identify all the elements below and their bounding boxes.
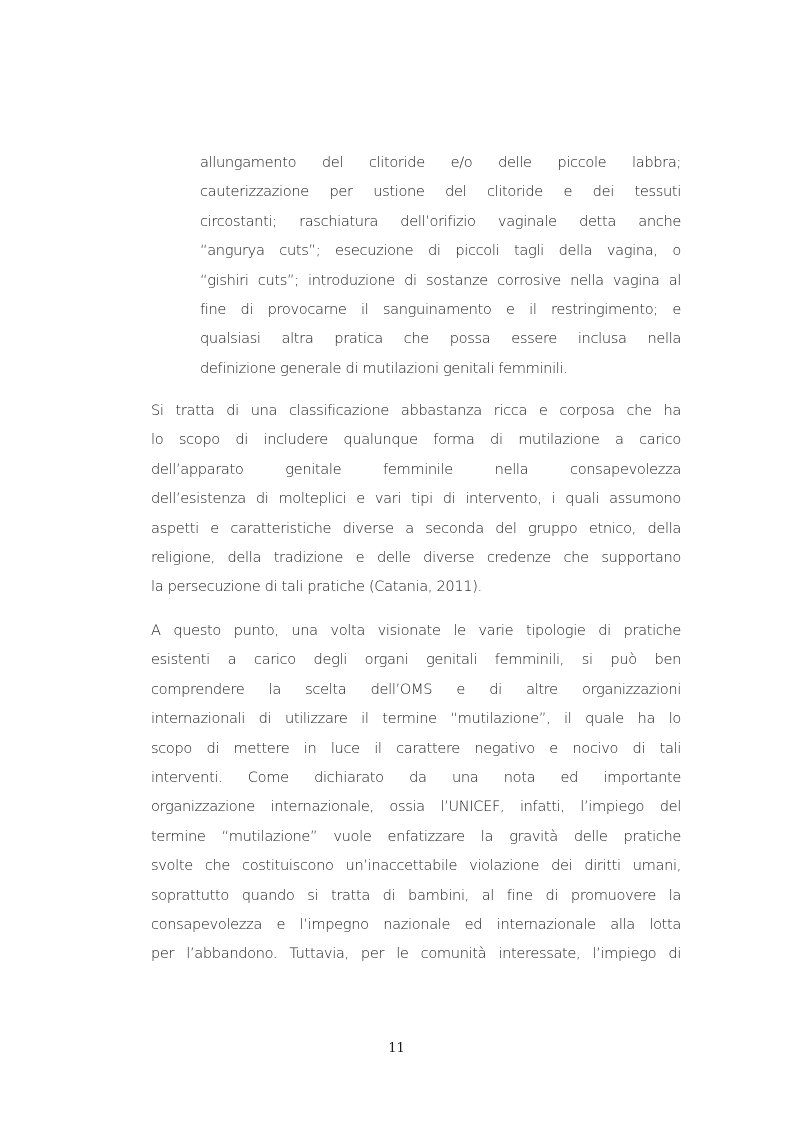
quote-line: circostanti; raschiatura dell’orifizio vaginale detta anche xyxy=(200,212,681,230)
quote-line: qualsiasi altra pratica che possa essere inclusa nella xyxy=(200,330,681,348)
paragraph-line: internazionali di utilizzare il termine “mutilazione”, il quale ha lo xyxy=(151,710,681,728)
paragraph-line: consapevolezza e l’impegno nazionale ed internazionale alla lotta xyxy=(151,915,681,933)
paragraph-line: aspetti e caratteristiche diverse a seconda del gruppo etnico, della xyxy=(151,519,681,537)
paragraph-line: dell’esistenza di molteplici e vari tipi di intervento, i quali assumono xyxy=(151,490,681,508)
paragraph-line: per l’abbandono. Tuttavia, per le comunità interessate, l’impiego di xyxy=(151,945,681,963)
paragraph-terminology xyxy=(151,616,681,969)
paragraph-line: svolte che costituiscono un’inaccettabile violazione dei diritti umani, xyxy=(151,857,681,875)
paragraph-line: religione, della tradizione e delle diverse credenze che supportano xyxy=(151,548,681,566)
quote-line: “angurya cuts”; esecuzione di piccoli tagli della vagina, o xyxy=(200,242,681,260)
block-quote xyxy=(200,148,681,383)
paragraph-line: lo scopo di includere qualunque forma di mutilazione a carico xyxy=(151,431,681,449)
paragraph-line: A questo punto, una volta visionate le varie tipologie di pratiche xyxy=(151,622,681,639)
quote-line: allungamento del clitoride e/o delle piccole labbra; xyxy=(200,154,681,171)
page-number: 11 xyxy=(388,1041,405,1056)
quote-line: definizione generale di mutilazioni genitali femminili. xyxy=(200,359,568,377)
quote-line: fine di provocarne il sanguinamento e il restringimento; e xyxy=(200,300,681,318)
paragraph-line: interventi. Come dichiarato da una nota ed importante xyxy=(151,768,681,786)
paragraph-line: scopo di mettere in luce il carattere negativo e nocivo di tali xyxy=(151,739,681,757)
paragraph-line: comprendere la scelta dell’OMS e di altre organizzazioni xyxy=(151,680,681,698)
paragraph-line: organizzazione internazionale, ossia l’UNICEF, infatti, l’impiego del xyxy=(151,798,681,816)
quote-line: “gishiri cuts”; introduzione di sostanze corrosive nella vagina al xyxy=(200,271,681,289)
quote-line: cauterizzazione per ustione del clitoride e dei tessuti xyxy=(200,183,681,201)
paragraph-classification xyxy=(151,396,681,602)
paragraph-line: soprattutto quando si tratta di bambini, al fine di promuovere la xyxy=(151,886,681,904)
paragraph-line: la persecuzione di tali pratiche (Catania, 2011). xyxy=(151,578,482,596)
paragraph-line: termine “mutilazione” vuole enfatizzare la gravità delle pratiche xyxy=(151,827,681,845)
paragraph-line: dell’apparato genitale femminile nella consapevolezza xyxy=(151,460,681,478)
paragraph-line: esistenti a carico degli organi genitali femminili, si può ben xyxy=(151,651,681,669)
paragraph-line: Si tratta di una classificazione abbastanza ricca e corposa che ha xyxy=(151,402,681,419)
